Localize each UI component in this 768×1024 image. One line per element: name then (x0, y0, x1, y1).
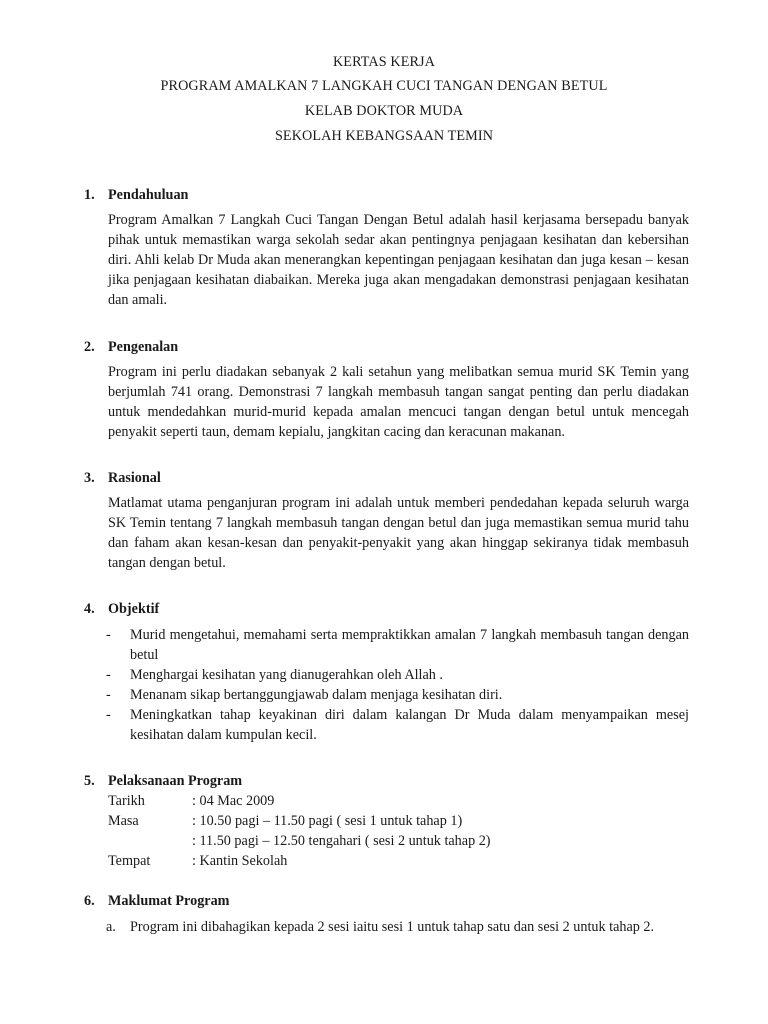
list-item (84, 685, 689, 705)
schedule-row (108, 851, 689, 871)
section-maklumat (84, 891, 689, 937)
school-name: SEKOLAH KEBANGSAAN TEMIN (274, 128, 494, 144)
list-item (84, 917, 689, 937)
list-item (84, 705, 689, 745)
section-number: 5. (84, 773, 95, 789)
list-item-text: Meningkatkan tahap keyakinan diri dalam kalangan Dr Muda dalam menyampaikan mesej kesihatan dalam kumpulan kecil. (130, 707, 689, 743)
section-title: Pengenalan (108, 339, 179, 355)
bullet-dash: - (106, 627, 111, 643)
list-item-text: Program ini dibahagikan kepada 2 sesi iaitu sesi 1 untuk tahap satu dan sesi 2 untuk tahap 2. (130, 919, 655, 935)
bullet-dash: - (106, 707, 111, 723)
section-body: Matlamat utama penganjuran program ini adalah untuk memberi pendedahan kepada seluruh warga SK Temin tentang 7 langkah membasuh tangan dengan betul dan juga memastikan semua murid tahu dan faham akan kesan-kesan dan penyakit-penyakit yang akan hinggap sekiranya tidak membasuh tangan dengan betul. (108, 495, 689, 571)
section-pendahuluan (84, 185, 689, 310)
doc-type-title: KERTAS KERJA (332, 54, 436, 70)
section-heading (84, 185, 689, 205)
schedule-row (108, 791, 689, 811)
section-heading (84, 599, 689, 619)
section-rasional (84, 468, 689, 573)
schedule-label: Masa (108, 813, 139, 829)
section-heading (84, 337, 689, 357)
section-number: 1. (84, 187, 95, 203)
section-pengenalan (84, 337, 689, 442)
document-title-block (0, 52, 768, 151)
schedule-row (108, 811, 689, 831)
section-heading (84, 891, 689, 911)
section-title: Pendahuluan (108, 187, 189, 203)
section-body: Program ini perlu diadakan sebanyak 2 kali setahun yang melibatkan semua murid SK Temin yang berjumlah 741 orang. Demonstrasi 7 langkah membasuh tangan sangat penting dan perlu diadakan untuk mendedahkan murid-murid kepada amalan mencuci tangan dengan betul untuk mencegah penyakit seperti taun, demam kepialu, jangkitan cacing dan keracunan makanan. (108, 364, 689, 440)
section-number: 4. (84, 601, 95, 617)
section-heading (84, 468, 689, 488)
club-name: KELAB DOKTOR MUDA (304, 103, 464, 119)
list-item-text: Menghargai kesihatan yang dianugerahkan oleh Allah . (130, 667, 443, 683)
schedule-label: Tempat (108, 853, 151, 869)
list-item (84, 665, 689, 685)
schedule-table (108, 791, 689, 871)
section-pelaksanaan (84, 771, 689, 871)
schedule-row (108, 831, 689, 851)
bullet-dash: - (106, 667, 111, 683)
bullet-dash: - (106, 687, 111, 703)
schedule-value: : 10.50 pagi – 11.50 pagi ( sesi 1 untuk tahap 1) (192, 813, 463, 829)
section-objektif (84, 599, 689, 745)
section-heading (84, 771, 689, 791)
list-item-text: Menanam sikap bertanggungjawab dalam menjaga kesihatan diri. (130, 687, 503, 703)
list-item (84, 625, 689, 665)
section-number: 6. (84, 893, 95, 909)
schedule-value: : Kantin Sekolah (192, 853, 288, 869)
section-title: Pelaksanaan Program (108, 773, 243, 789)
section-number: 3. (84, 470, 95, 486)
program-title: PROGRAM AMALKAN 7 LANGKAH CUCI TANGAN DENGAN BETUL (160, 78, 608, 94)
schedule-label: Tarikh (108, 793, 145, 809)
schedule-value: : 11.50 pagi – 12.50 tengahari ( sesi 2 untuk tahap 2) (192, 833, 491, 849)
section-title: Maklumat Program (108, 893, 230, 909)
list-item-text: Murid mengetahui, memahami serta mempraktikkan amalan 7 langkah membasuh tangan dengan betul (130, 627, 689, 663)
list-marker: a. (106, 919, 116, 935)
section-title: Objektif (108, 601, 160, 617)
section-number: 2. (84, 339, 95, 355)
section-title: Rasional (108, 470, 161, 486)
schedule-value: : 04 Mac 2009 (192, 793, 275, 809)
objective-list (84, 625, 689, 745)
schedule-label (108, 831, 192, 851)
section-body: Program Amalkan 7 Langkah Cuci Tangan Dengan Betul adalah hasil kerjasama bersepadu banyak pihak untuk memastikan warga sekolah sedar akan pentingnya penjagaan kesihatan dan kebersihan diri. Ahli kelab Dr Muda akan menerangkan kepentingan penjagaan kesihatan dan juga kesan – kesan jika penjagaan kesihatan diabaikan. Mereka juga akan mengadakan demonstrasi penjagaan kesihatan dan amali. (108, 212, 689, 308)
